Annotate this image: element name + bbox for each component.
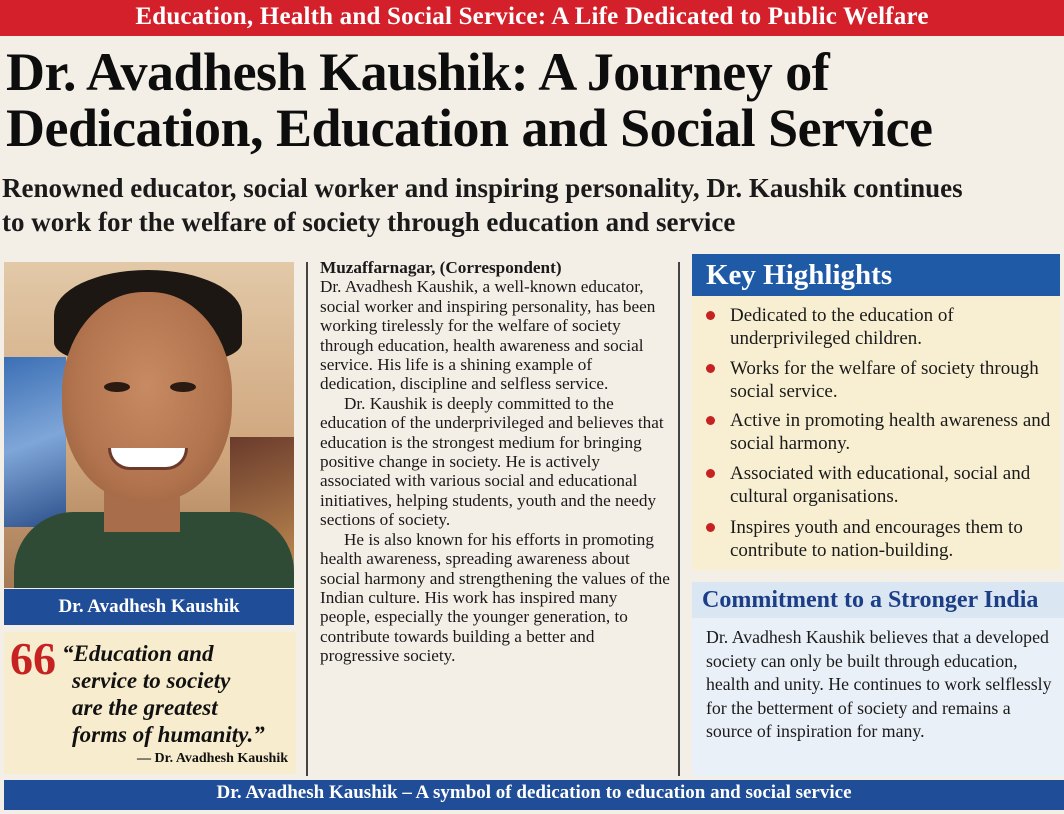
highlight-item [704,304,1054,350]
highlights-title: Key Highlights [692,254,1060,296]
bullet-icon [706,469,715,478]
highlight-item [704,462,1054,508]
commitment-title: Commitment to a Stronger India [692,582,1064,618]
quote-line: forms of humanity.” [72,722,265,747]
highlights-list [692,296,1060,570]
photo-caption: Dr. Avadhesh Kaushik [4,589,294,625]
headline-line-2: Dedication, Education and Social Service [6,98,933,158]
quote-line: “Education and [62,641,214,666]
column-divider [678,262,680,776]
headline-line-1: Dr. Avadhesh Kaushik: A Journey of [6,42,830,102]
bullet-icon [706,416,715,425]
quote-author: — Dr. Avadhesh Kaushik [137,751,288,766]
subheadline-line-2: to work for the welfare of society through education and service [2,207,736,237]
subheadline-line-1: Renowned educator, social worker and inspiring personality, Dr. Kaushik continues [2,173,963,203]
highlight-text: Dedicated to the education of underprivileged children. [730,305,954,349]
wall-poster [4,357,66,527]
highlight-item [704,357,1054,403]
quote-text [62,640,290,748]
bullet-icon [706,523,715,532]
article-dateline: Muzaffarnagar, (Correspondent) [320,258,562,277]
highlight-text: Associated with educational, social and cultural organisations. [730,463,1031,507]
highlight-item [704,409,1054,455]
highlight-text: Inspires youth and encourages them to contribute to nation-building. [730,517,1023,561]
bullet-icon [706,364,715,373]
bullet-icon [706,311,715,320]
subheadline [2,171,1064,239]
bottom-banner: Dr. Avadhesh Kaushik – A symbol of dedication to education and social service [4,780,1064,810]
highlight-item [704,516,1054,562]
article-body [320,258,670,666]
top-banner: Education, Health and Social Service: A Life Dedicated to Public Welfare [0,0,1064,36]
portrait-photo [4,262,294,588]
commitment-text: Dr. Avadhesh Kaushik believes that a developed society can only be built through education, health and unity. He continues to work selflessly for the betterment of society and remains a source of inspiration for many. [706,627,1052,742]
column-divider [306,262,308,776]
article-paragraph: Dr. Avadhesh Kaushik, a well-known educator, social worker and inspiring personality, has been working tirelessly for the welfare of society through education, health awareness and social service. His life is a shining example of dedication, discipline and selfless service. [320,277,656,394]
quote-line: are the greatest [72,695,218,720]
quote-box [4,632,296,774]
quote-mark-icon: 66 [10,633,56,684]
highlight-text: Works for the welfare of society through social service. [730,358,1039,402]
highlight-text: Active in promoting health awareness and social harmony. [730,410,1051,454]
quote-line: service to society [72,668,231,693]
commitment-box [692,618,1064,776]
article-paragraph: He is also known for his efforts in promoting health awareness, spreading awareness about social harmony and strengthening the values of the Indian culture. His work has inspired many people, especially the younger generation, to contribute towards building a better and progressive society. [320,529,670,666]
headline [6,44,1064,156]
article-paragraph: Dr. Kaushik is deeply committed to the education of the underprivileged and believes that education is the strongest medium for bringing positive change in society. He is actively associated with various social and educational initiatives, helping students, youth and the needy sections of society. [320,393,664,530]
